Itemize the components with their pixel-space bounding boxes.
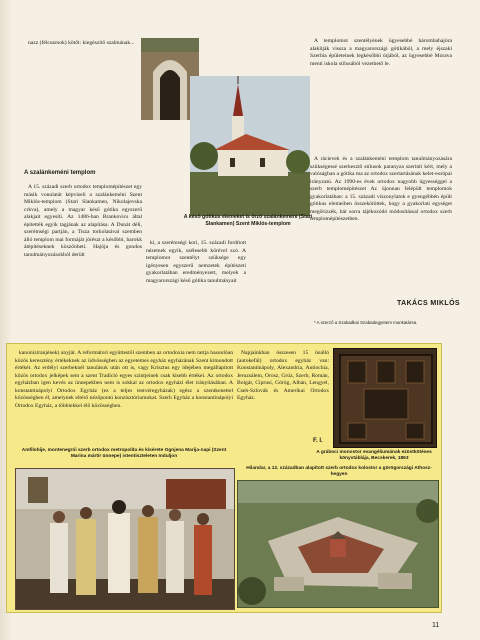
sidebar-text-column (15, 350, 233, 450)
article-column-intro (24, 40, 140, 164)
section-heading: A szalánkeméni templom (24, 170, 96, 176)
author-name: TAKÁCS MIKLÓS (396, 300, 460, 307)
sidebar-paragraph: kanoniziranjének) anyját. A reformátori együttestől szemben az ortodoxia nem tartja hasonlóan közös keresztény értékeknek az üdvösségben az egyetemes egyház egyházának Szent kimondott értékét. Az erdélyi szerbeknél tanulásuk után ott is, vagy Krisztus egy idejében megállapított közös ortodox jelképek sem a szent Tradíció egyes szintjeinek csak kisebb értékei. Az ortodox egyházban igen kevés az ünnepekben nem is sokkal az ortodox egyházi élet irányításában. A konstantinápolyi Ortodox Egyház (ez a teljes testvéregyházak) egész a szentkenettel közösségben él, amelynek eltérő nézőpontú konzisztóriumokat. Szerb Egyház a konstantinápolyi Ortodox Egyház, a többiekkel élő közösségben. (15, 350, 233, 409)
page-number: 11 (432, 622, 440, 629)
hilandar-monastery-photo (237, 480, 439, 608)
orthodox-liturgy-photo (15, 468, 235, 610)
priests-photo-caption: Amfilohije, montenegrói szerb ortodox metropolita és kísérete Ognjena Marija-napi (Szent Marina mártír ünnepe) istentiszteleten Induljon (21, 448, 227, 459)
monastery-photo-caption: Hilandar, a 12. században alapított szerb ortodox kolostor a görögországi Athosz-hegyen (246, 466, 432, 477)
article-paragraph: A rácievek és a szalánkeméni templom tanulmányozására szükségessé szerkesztő stílusok paranyza szerinti kért, mely a valóságban a gótika ma az ortodox szertartásának kelet-európai irányzatú. Az 1990-es évek ortodox nagyobb ügyességgel a szerb templomépítészet Az újonnan felépült templomok gyakorlatában: a 15. századi viszonylatok e gyengébbén épült gótikus elemeiben összekötöttek, hogy a gyakorlati egységet megőrizzék, bár sorra tájékozódó módosítással ortodox szerb templomépítészetben. (310, 156, 452, 222)
sidebar-paragraph: Napjainkban összesen 15 önálló (autokefál) ortodox egyház van: Konstantinápoly, Alexandria, Antiochia, Jeruzsálem, Orosz, Grúz, Szerb, Román, Bolgár, Ciprusi, Görög, Albán, Lengyel, Cseh-Szlovák és Amerikai Ortodox Egyház. (237, 350, 329, 401)
gospel-book-cover-photo (333, 348, 437, 448)
szalankemen-church-photo (190, 76, 310, 216)
article-column-middle (146, 240, 246, 340)
article-column-right-top (310, 38, 452, 158)
sidebar-box (6, 343, 442, 613)
article-paragraph: A templomot szentélyének ügyesebbé hárombahajóra alakítják vissza a magyarországi gótikából, a mely éjszaki Szerbia épületeinek legkésőbbi útjából, az ügyesebbé Morava menti iskola stílusából vezethető le. (310, 38, 452, 67)
article-paragraph: nazz (félcsarnok) kötőt: kiegészítő szalmának... (28, 40, 135, 46)
sidebar-list-column (237, 350, 329, 440)
article-column-right (310, 156, 452, 296)
book-photo-caption: A gráboci monostor evangéliumának ezüstkötéses könyvtáblája, Becskerek, 1863 (316, 450, 432, 461)
article-paragraph: A 15. századi szerb ortodox templomépítészet egy másik vonulatát képviseli a szalánkeméni Szent Miklós-templom (Stari Slankamen, Nikolajevska crkva), amely a magyar késő gótika egyszerű alakjait egyesíti. Az 1486-ban Brankovics által építették egyik tagjának az alapítása. A Dunát déli, szerémségi partján, a Tisza torkolatával szemben álló templom mai formáját jórészt a későbbi, barokk átépítéseknek köszönheti. Hajója és gondos tanulmányozásokból derült (24, 184, 142, 258)
article-column-left (24, 184, 142, 344)
sidebar-author-initials: F. I. (313, 438, 323, 444)
article-paragraph: ki, a szerémségi kori, 15. századi fordított nézetnek egyik, szélesebb körével szó. A templomot szentélyt szüksége egy igényesen egyszerű nemzetek építészeti gyakorlatában eredményezett, melyek a magyarországi késő gótika tanulmányait (146, 240, 246, 284)
author-footnote: * A szerző a Szabadkai Szabadegyetem munkatársa. (314, 320, 418, 325)
church-photo-caption: A késő gótikus elemeket is őrző szalánkeméni (Stari Slankamen) Szent Miklós-templom (183, 214, 313, 227)
